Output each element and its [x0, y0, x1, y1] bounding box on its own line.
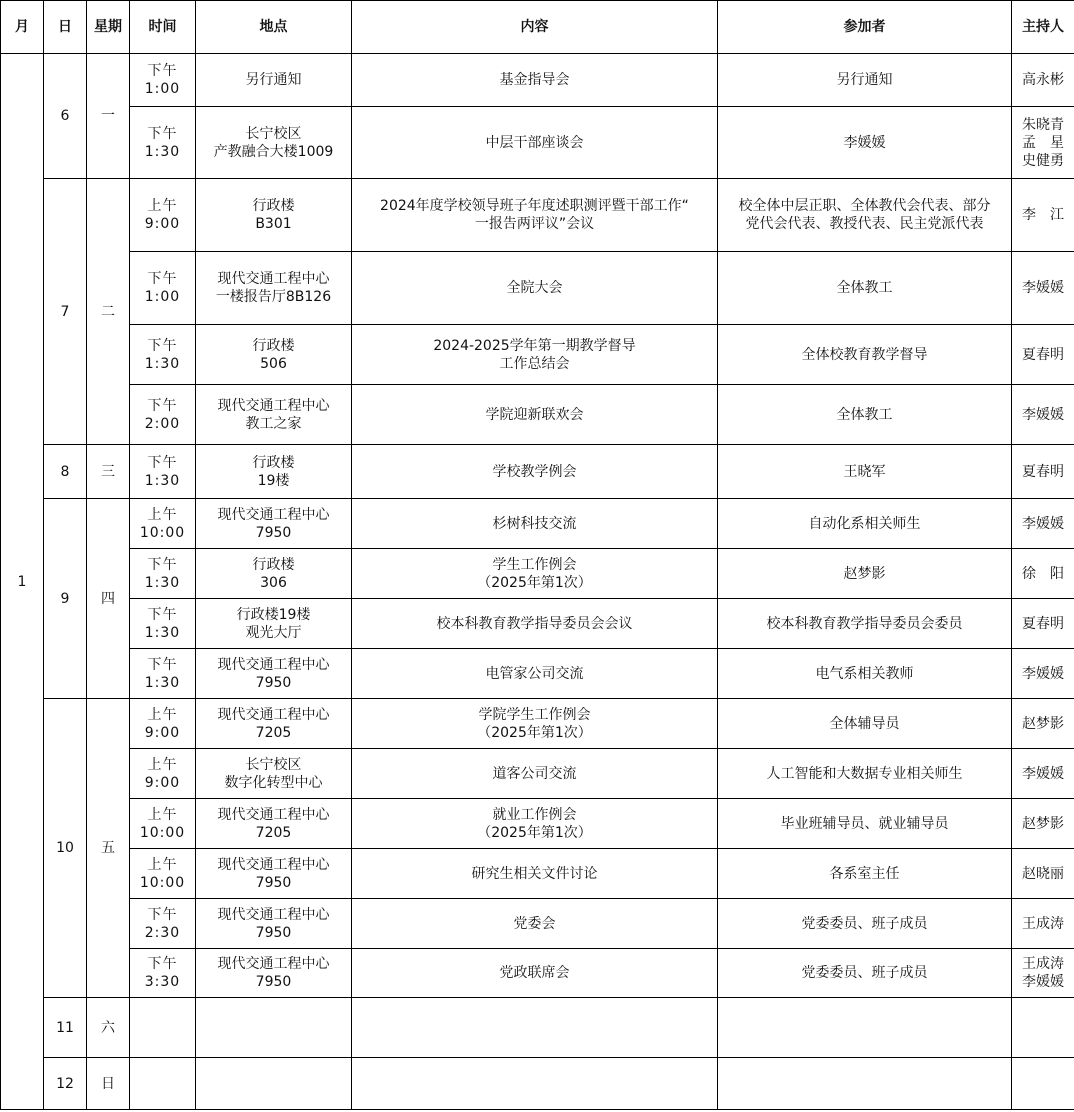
content-cell: 2024-2025学年第一期教学督导 工作总结会 [352, 325, 718, 385]
weekday-cell: 日 [87, 1058, 130, 1110]
table-row [1, 54, 1074, 107]
host-cell: 高永彬 [1012, 54, 1074, 107]
attendees-cell: 全体辅导员 [718, 699, 1012, 749]
weekday-cell: 二 [87, 179, 130, 445]
content-cell: 杉树科技交流 [352, 499, 718, 549]
host-cell: 李媛媛 [1012, 499, 1074, 549]
table-row [1, 998, 1074, 1058]
content-cell: 党委会 [352, 899, 718, 949]
content-cell [352, 1058, 718, 1110]
attendees-cell: 毕业班辅导员、就业辅导员 [718, 799, 1012, 849]
day-cell: 7 [44, 179, 87, 445]
attendees-cell: 校全体中层正职、全体教代会代表、部分 党代会代表、教授代表、民主党派代表 [718, 179, 1012, 252]
content-cell: 全院大会 [352, 252, 718, 325]
weekday-cell: 四 [87, 499, 130, 699]
host-cell: 王成涛 李媛媛 [1012, 949, 1074, 998]
time-cell: 上午 10:00 [130, 799, 196, 849]
header-day: 日 [44, 1, 87, 54]
attendees-cell: 王晓军 [718, 445, 1012, 499]
header-host: 主持人 [1012, 1, 1074, 54]
time-cell: 下午 1:30 [130, 107, 196, 179]
place-cell: 行政楼 19楼 [196, 445, 352, 499]
time-cell: 下午 2:00 [130, 385, 196, 445]
place-cell: 现代交通工程中心 7950 [196, 949, 352, 998]
table-row [1, 549, 1074, 599]
attendees-cell: 党委委员、班子成员 [718, 899, 1012, 949]
header-row [1, 1, 1074, 54]
host-cell: 朱晓青 孟 星 史健勇 [1012, 107, 1074, 179]
day-cell: 8 [44, 445, 87, 499]
host-cell [1012, 1058, 1074, 1110]
time-cell: 下午 1:30 [130, 549, 196, 599]
time-cell: 上午 9:00 [130, 699, 196, 749]
table-row [1, 325, 1074, 385]
place-cell: 另行通知 [196, 54, 352, 107]
host-cell: 李媛媛 [1012, 749, 1074, 799]
table-row [1, 749, 1074, 799]
place-cell: 行政楼19楼 观光大厅 [196, 599, 352, 649]
table-row [1, 699, 1074, 749]
host-cell: 李媛媛 [1012, 649, 1074, 699]
day-cell: 9 [44, 499, 87, 699]
content-cell: 道客公司交流 [352, 749, 718, 799]
attendees-cell [718, 998, 1012, 1058]
place-cell: 行政楼 B301 [196, 179, 352, 252]
weekday-cell: 五 [87, 699, 130, 998]
time-cell: 下午 1:30 [130, 649, 196, 699]
attendees-cell: 校本科教育教学指导委员会委员 [718, 599, 1012, 649]
place-cell: 长宁校区 数字化转型中心 [196, 749, 352, 799]
table-row [1, 949, 1074, 998]
host-cell: 夏春明 [1012, 599, 1074, 649]
table-row [1, 649, 1074, 699]
attendees-cell: 全体校教育教学督导 [718, 325, 1012, 385]
time-cell: 上午 10:00 [130, 499, 196, 549]
day-cell: 10 [44, 699, 87, 998]
time-cell: 上午 10:00 [130, 849, 196, 899]
attendees-cell: 赵梦影 [718, 549, 1012, 599]
host-cell: 赵晓丽 [1012, 849, 1074, 899]
host-cell: 夏春明 [1012, 325, 1074, 385]
table-row [1, 1058, 1074, 1110]
content-cell: 中层干部座谈会 [352, 107, 718, 179]
attendees-cell: 另行通知 [718, 54, 1012, 107]
content-cell: 基金指导会 [352, 54, 718, 107]
content-cell: 学校教学例会 [352, 445, 718, 499]
content-cell: 2024年度学校领导班子年度述职测评暨干部工作“ 一报告两评议”会议 [352, 179, 718, 252]
header-month: 月 [1, 1, 44, 54]
header-attendees: 参加者 [718, 1, 1012, 54]
place-cell [196, 998, 352, 1058]
place-cell: 现代交通工程中心 7950 [196, 849, 352, 899]
attendees-cell: 党委委员、班子成员 [718, 949, 1012, 998]
place-cell: 现代交通工程中心 7950 [196, 649, 352, 699]
time-cell: 下午 1:00 [130, 252, 196, 325]
place-cell [196, 1058, 352, 1110]
header-time: 时间 [130, 1, 196, 54]
place-cell: 现代交通工程中心 教工之家 [196, 385, 352, 445]
header-weekday: 星期 [87, 1, 130, 54]
table-row [1, 252, 1074, 325]
host-cell [1012, 998, 1074, 1058]
time-cell: 下午 1:00 [130, 54, 196, 107]
content-cell: 就业工作例会 （2025年第1次） [352, 799, 718, 849]
weekday-cell: 三 [87, 445, 130, 499]
time-cell: 下午 3:30 [130, 949, 196, 998]
time-cell: 下午 2:30 [130, 899, 196, 949]
host-cell: 赵梦影 [1012, 799, 1074, 849]
content-cell [352, 998, 718, 1058]
content-cell: 学生工作例会 （2025年第1次） [352, 549, 718, 599]
table-row [1, 499, 1074, 549]
place-cell: 现代交通工程中心 一楼报告厅8B126 [196, 252, 352, 325]
time-cell: 下午 1:30 [130, 445, 196, 499]
content-cell: 学院学生工作例会 （2025年第1次） [352, 699, 718, 749]
attendees-cell: 全体教工 [718, 385, 1012, 445]
content-cell: 研究生相关文件讨论 [352, 849, 718, 899]
content-cell: 党政联席会 [352, 949, 718, 998]
header-place: 地点 [196, 1, 352, 54]
day-cell: 12 [44, 1058, 87, 1110]
month-cell: 1 [1, 54, 44, 1110]
table-row [1, 445, 1074, 499]
host-cell: 夏春明 [1012, 445, 1074, 499]
place-cell: 行政楼 306 [196, 549, 352, 599]
time-cell: 下午 1:30 [130, 599, 196, 649]
place-cell: 现代交通工程中心 7205 [196, 699, 352, 749]
time-cell: 上午 9:00 [130, 179, 196, 252]
attendees-cell: 人工智能和大数据专业相关师生 [718, 749, 1012, 799]
attendees-cell: 各系室主任 [718, 849, 1012, 899]
attendees-cell [718, 1058, 1012, 1110]
table-row [1, 899, 1074, 949]
attendees-cell: 李媛媛 [718, 107, 1012, 179]
host-cell: 王成涛 [1012, 899, 1074, 949]
attendees-cell: 电气系相关教师 [718, 649, 1012, 699]
host-cell: 李媛媛 [1012, 385, 1074, 445]
content-cell: 校本科教育教学指导委员会会议 [352, 599, 718, 649]
weekday-cell: 六 [87, 998, 130, 1058]
host-cell: 赵梦影 [1012, 699, 1074, 749]
day-cell: 6 [44, 54, 87, 179]
attendees-cell: 自动化系相关师生 [718, 499, 1012, 549]
place-cell: 现代交通工程中心 7950 [196, 899, 352, 949]
table-row [1, 849, 1074, 899]
host-cell: 徐 阳 [1012, 549, 1074, 599]
content-cell: 电管家公司交流 [352, 649, 718, 699]
weekday-cell: 一 [87, 54, 130, 179]
content-cell: 学院迎新联欢会 [352, 385, 718, 445]
day-cell: 11 [44, 998, 87, 1058]
attendees-cell: 全体教工 [718, 252, 1012, 325]
place-cell: 现代交通工程中心 7950 [196, 499, 352, 549]
time-cell: 下午 1:30 [130, 325, 196, 385]
time-cell: 上午 9:00 [130, 749, 196, 799]
header-content: 内容 [352, 1, 718, 54]
table-row [1, 799, 1074, 849]
place-cell: 长宁校区 产教融合大楼1009 [196, 107, 352, 179]
host-cell: 李媛媛 [1012, 252, 1074, 325]
place-cell: 现代交通工程中心 7205 [196, 799, 352, 849]
table-row [1, 385, 1074, 445]
time-cell [130, 1058, 196, 1110]
table-row [1, 599, 1074, 649]
place-cell: 行政楼 506 [196, 325, 352, 385]
table-row [1, 179, 1074, 252]
time-cell [130, 998, 196, 1058]
table-row [1, 107, 1074, 179]
host-cell: 李 江 [1012, 179, 1074, 252]
